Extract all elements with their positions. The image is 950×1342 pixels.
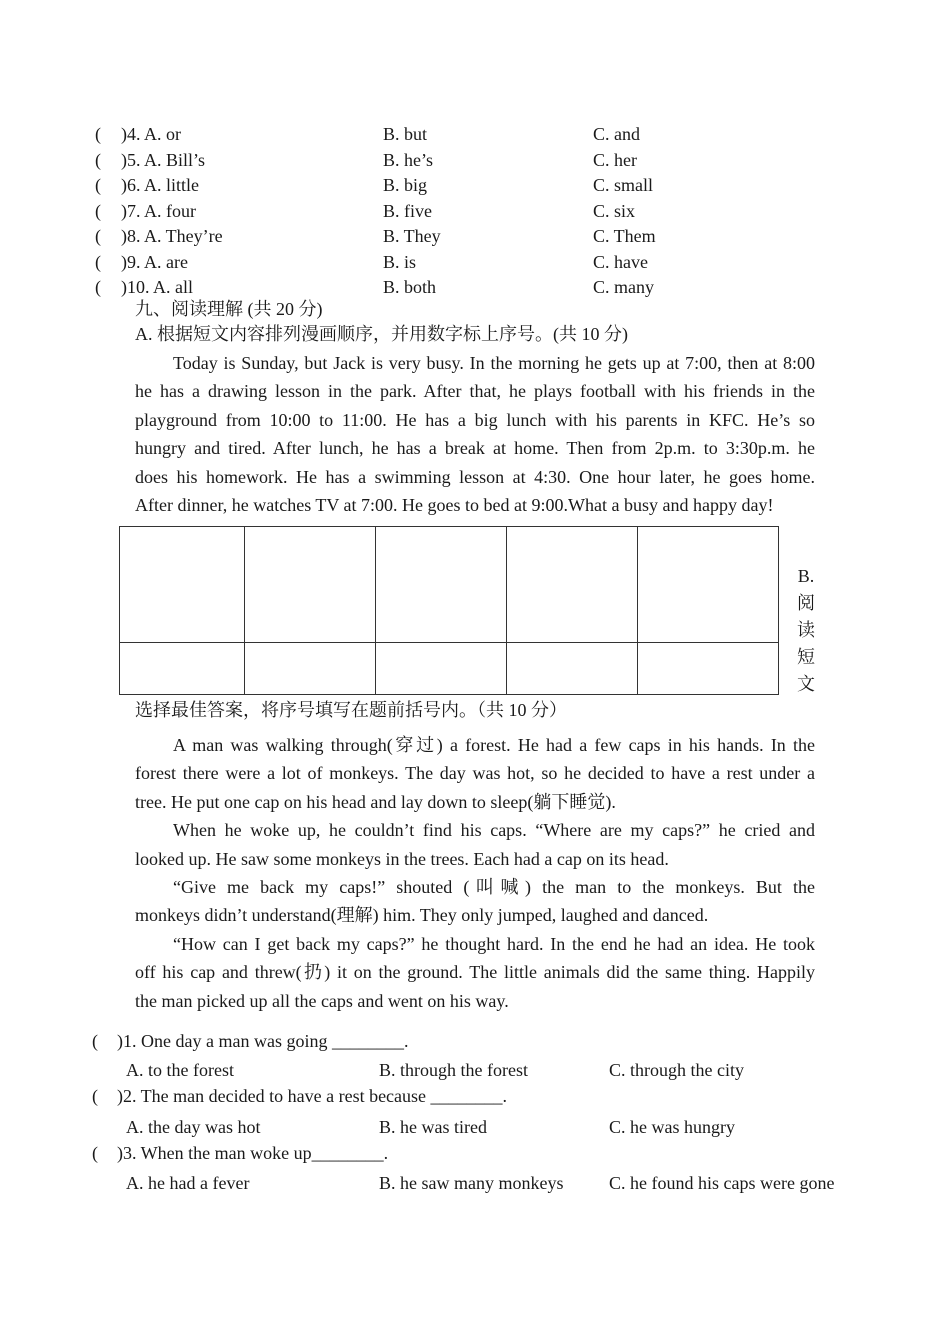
- passage-line: “How can I get back my caps?” he thought hard. In the end he had an idea. He took: [173, 933, 815, 954]
- passage-a: [135, 349, 815, 519]
- part-b-char: 文: [797, 674, 815, 694]
- comic-picture-cell: [245, 527, 376, 643]
- comic-number-cell[interactable]: [507, 643, 638, 695]
- answer-paren[interactable]: (: [95, 175, 101, 195]
- answer-paren[interactable]: (: [95, 277, 101, 297]
- option-c: C. he found his caps were gone: [609, 1173, 835, 1193]
- answer-paren[interactable]: (: [95, 150, 101, 170]
- passage-line: After dinner, he watches TV at 7:00. He goes to bed at 9:00.What a busy and happy day!: [135, 495, 774, 516]
- option-a: )6. A. little: [121, 175, 199, 195]
- comic-order-table: [119, 526, 779, 695]
- part-b-instruction: 选择最佳答案，将序号填写在题前括号内。（共 10 分）: [135, 700, 567, 720]
- option-b: B. he was tired: [379, 1117, 487, 1137]
- option-c: C. small: [593, 175, 654, 195]
- option-a: )9. A. are: [121, 252, 188, 272]
- part-b-char: 阅: [797, 593, 815, 613]
- answer-paren[interactable]: (: [92, 1031, 98, 1051]
- option-c: C. have: [593, 252, 648, 272]
- option-c: C. Them: [593, 226, 656, 246]
- answer-paren[interactable]: (: [95, 226, 101, 246]
- part-b-vertical-title: [795, 563, 817, 698]
- option-b: B. big: [383, 175, 428, 195]
- option-c: C. six: [593, 201, 636, 221]
- option-a: )4. A. or: [121, 124, 181, 144]
- passage-line: off his cap and threw(扔) it on the ground. The little animals did the same thing. Happily: [135, 962, 815, 983]
- part-b-char: B.: [797, 566, 815, 586]
- passage-b: [135, 731, 815, 1015]
- passage-line: Today is Sunday, but Jack is very busy. In the morning he gets up at 7:00, then at 8:00: [173, 353, 815, 373]
- passage-line: A man was walking through(穿过) a forest. He had a few caps in his hands. In the: [173, 735, 815, 755]
- passage-line: he has a drawing lesson in the park. After that, he plays football with his friends in the: [135, 381, 815, 402]
- part-b-char: 读: [797, 620, 815, 640]
- comic-picture-cell: [376, 527, 507, 643]
- passage-line: does his homework. He has a swimming lesson at 4:30. One hour later, he goes home.: [135, 466, 815, 487]
- option-a: )10. A. all: [121, 277, 193, 297]
- answer-paren[interactable]: (: [95, 252, 101, 272]
- option-b: B. They: [383, 226, 441, 246]
- answer-paren[interactable]: (: [92, 1086, 98, 1106]
- comic-number-cell[interactable]: [120, 643, 245, 695]
- option-a: )5. A. Bill’s: [121, 150, 206, 170]
- passage-line: hungry and tired. After lunch, he has a break at home. Then from 2p.m. to 3:30p.m. he: [135, 438, 815, 459]
- passage-line: forest there were a lot of monkeys. The day was hot, so he decided to have a rest under a: [135, 763, 815, 784]
- comic-picture-cell: [507, 527, 638, 643]
- option-a: A. he had a fever: [126, 1173, 250, 1193]
- passage-line: playground from 10:00 to 11:00. He has a big lunch with his parents in KFC. He’s so: [135, 409, 815, 430]
- option-b: B. but: [383, 124, 428, 144]
- option-c: C. and: [593, 124, 640, 144]
- option-a: )7. A. four: [121, 201, 196, 221]
- part-b-char: 短: [797, 647, 815, 667]
- question-stem: )2. The man decided to have a rest because ________.: [117, 1086, 508, 1106]
- option-b: B. both: [383, 277, 437, 297]
- passage-line: the man picked up all the caps and went on his way.: [135, 990, 509, 1011]
- passage-line: tree. He put one cap on his head and lay down to sleep(躺下睡觉).: [135, 791, 616, 812]
- question-stem: )3. When the man woke up________.: [117, 1143, 389, 1163]
- comic-number-cell[interactable]: [245, 643, 376, 695]
- answer-paren[interactable]: (: [95, 201, 101, 221]
- option-b: B. five: [383, 201, 432, 221]
- passage-line: When he woke up, he couldn’t find his caps. “Where are my caps?” he cried and: [173, 820, 815, 841]
- option-c: C. through the city: [609, 1060, 744, 1080]
- section-title: 九、阅读理解 (共 20 分): [135, 299, 323, 319]
- option-c: C. her: [593, 150, 637, 170]
- question-stem: )1. One day a man was going ________.: [117, 1031, 409, 1051]
- option-b: B. he saw many monkeys: [379, 1173, 564, 1193]
- passage-line: monkeys didn’t understand(理解) him. They only jumped, laughed and danced.: [135, 905, 709, 926]
- option-b: B. he’s: [383, 150, 434, 170]
- answer-paren[interactable]: (: [92, 1143, 98, 1163]
- option-c: C. he was hungry: [609, 1117, 735, 1137]
- option-c: C. many: [593, 277, 654, 297]
- comic-number-cell[interactable]: [638, 643, 779, 695]
- passage-line: “Give me back my caps!” shouted (叫喊) the man to the monkeys. But the: [173, 877, 815, 898]
- option-a: A. to the forest: [126, 1060, 234, 1080]
- passage-line: looked up. He saw some monkeys in the trees. Each had a cap on its head.: [135, 848, 669, 869]
- option-a: A. the day was hot: [126, 1117, 261, 1137]
- option-b: B. through the forest: [379, 1060, 528, 1080]
- comic-picture-cell: [120, 527, 245, 643]
- comic-number-cell[interactable]: [376, 643, 507, 695]
- option-a: )8. A. They’re: [121, 226, 223, 246]
- part-a-title: A. 根据短文内容排列漫画顺序，并用数字标上序号。(共 10 分): [135, 324, 628, 344]
- comic-picture-cell: [638, 527, 779, 643]
- answer-paren[interactable]: (: [95, 124, 101, 144]
- option-b: B. is: [383, 252, 417, 272]
